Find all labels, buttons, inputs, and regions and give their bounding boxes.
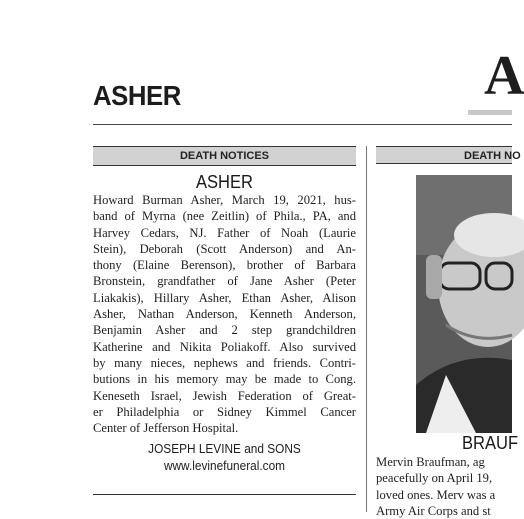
obituary-line: er Philadelphia or Sidney Kimmel Cancer [93,404,356,419]
obituary-line: Asher, Nathan Anderson, Kenneth Anderson, [93,307,356,322]
obituary-line: Army Air Corps and st [376,503,491,518]
obituary-line: peacefully on April 19, [376,471,493,486]
funeral-home-link[interactable]: www.levinefuneral.com [163,459,286,473]
portrait-photo [416,175,512,433]
column-divider [366,146,367,512]
obituary-line: Stein), Deborah (Scott Anderson) and An- [93,241,356,256]
obituary-body-asher [93,192,356,436]
obituary-line: Mervin Braufman, ag [376,455,485,469]
obituary-line: thony (Elaine Berenson), brother of Barbara [93,258,356,273]
obituary-line: Center of Jefferson Hospital. [93,421,239,436]
bottom-divider [93,494,356,495]
section-header-right: DEATH NO [376,146,512,164]
obituary-name-braufman: BRAUF [462,433,519,453]
obituary-line: Bronstein, grandfather of Jane Asher (Peter [93,274,356,289]
obituary-line: butions in his memory may be made to Cong. [93,372,356,387]
masthead-rule [468,110,512,115]
page-heading: ASHER [93,80,181,111]
obituary-line: Liakakis), Hillary Asher, Ethan Asher, Alison [93,290,356,305]
obituary-line: Harvey Cedars, NJ. Father of Noah (Laurie [93,225,356,240]
obituary-line: Benjamin Asher and 2 step grandchildren [93,323,356,338]
obituary-line: Howard Burman Asher, March 19, 2021, hus- [93,193,356,207]
obituary-name-asher: ASHER [195,172,254,192]
obituary-line: band of Myrna (nee Zeitlin) of Phila., PA, and [93,209,356,224]
section-header-left: DEATH NOTICES [93,146,356,166]
obituary-line: by many nieces, nephews and friends. Contri- [93,355,356,370]
obituary-line: loved ones. Merv was a [376,487,496,502]
obituary-line: Keneseth Israel, Jewish Federation of Great- [93,388,356,403]
obituary-body-braufman [376,454,512,519]
masthead-logo: A [484,45,524,107]
top-divider [93,124,512,125]
funeral-home-name: JOSEPH LEVINE and SONS [148,442,301,456]
obituary-line: Katherine and Nikita Poliakoff. Also survived [93,339,356,354]
